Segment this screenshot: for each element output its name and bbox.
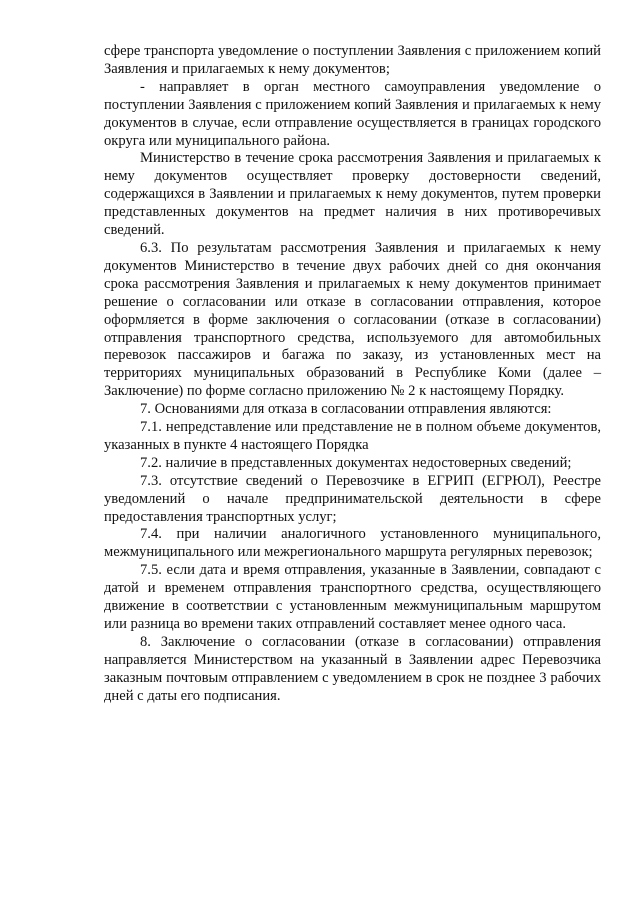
paragraph-8: 8. Заключение о согласовании (отказе в согласовании) отправления направляется Министерством на указанный в Заявлении адрес Перевозчика заказным почтовым отправлением с уведомлением в срок не позднее 3 рабочих дней с даты его подписания. (104, 633, 601, 704)
document-page (104, 43, 601, 706)
paragraph-7: 7. Основаниями для отказа в согласовании отправления являются: (140, 401, 552, 418)
paragraph-7-2: 7.2. наличие в представленных документах недостоверных сведений; (140, 454, 572, 471)
paragraph-7-1: 7.1. непредставление или представление не в полном объеме документов, указанных в пункте 4 настоящего Порядка (104, 419, 601, 453)
paragraph-transport-notice: сфере транспорта уведомление о поступлении Заявления с приложением копий Заявления и прилагаемых к нему документов; (104, 43, 601, 77)
paragraph-7-3: 7.3. отсутствие сведений о Перевозчике в ЕГРИП (ЕГРЮЛ), Реестре уведомлений о начале предпринимательской деятельности в сфере предоставления транспортных услуг; (104, 472, 601, 525)
paragraph-6-3: 6.3. По результатам рассмотрения Заявления и прилагаемых к нему документов Министерство в течение двух рабочих дней со дня окончания срока рассмотрения Заявления и прилагаемых к нему документов принимает решение о согласовании или отказе в согласовании отправления, которое оформляется в форме заключения о согласовании (отказе в согласовании) отправления транспортного средства, используемого для автомобильных перевозок пассажиров и багажа по заказу, из установленных мест на территориях муниципальных образований в Республике Коми (далее – Заключение) по форме согласно приложению № 2 к настоящему Порядку. (104, 239, 601, 400)
paragraph-7-5: 7.5. если дата и время отправления, указанные в Заявлении, совпадают с датой и временем отправления транспортного средства, осуществляющего движение в соответствии с установленным межмуниципальным маршрутом или разница во времени таких отправлений составляет менее одного часа. (104, 562, 601, 632)
paragraph-ministry-verification: Министерство в течение срока рассмотрения Заявления и прилагаемых к нему документов осуществляет проверку достоверности сведений, содержащихся в Заявлении и прилагаемых к нему документов, путем проверки представленных документов на предмет наличия в них противоречивых сведений. (104, 150, 601, 239)
paragraph-local-government-notice: - направляет в орган местного самоуправления уведомление о поступлении Заявления с приложением копий Заявления и прилагаемых к нему документов в случае, если отправление осуществляется в границах городского округа или муниципального района. (104, 78, 601, 149)
paragraph-7-4: 7.4. при наличии аналогичного установленного муниципального, межмуниципального или межрегионального маршрута регулярных перевозок; (104, 526, 601, 561)
